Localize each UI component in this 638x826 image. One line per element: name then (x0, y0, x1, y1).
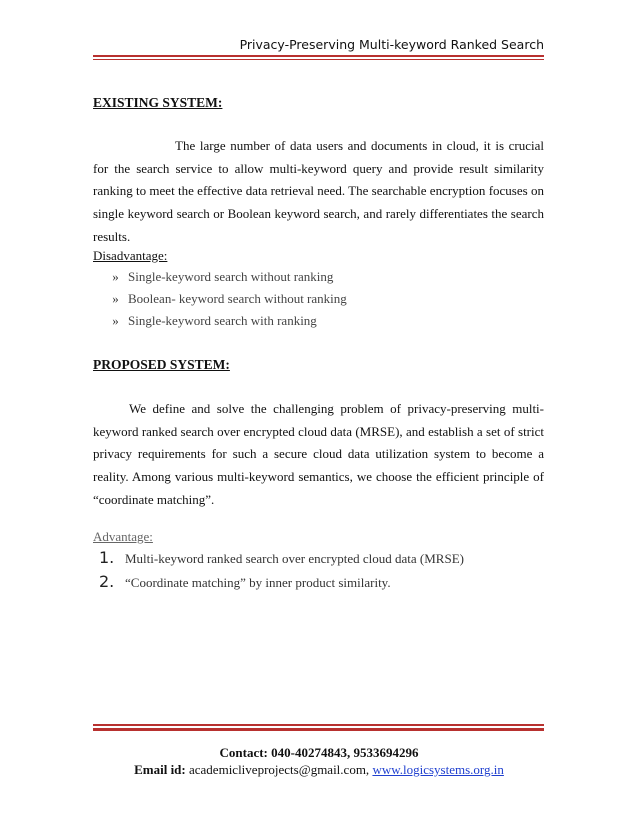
website-link[interactable]: www.logicsystems.org.in (372, 762, 504, 777)
list-item-text: Single-keyword search with ranking (128, 313, 317, 328)
list-item-text: Multi-keyword ranked search over encrypted cloud data (MRSE) (125, 551, 464, 566)
list-number: 1. (99, 548, 115, 567)
list-item (93, 310, 347, 332)
list-item-text: “Coordinate matching” by inner product similarity. (125, 575, 391, 590)
proposed-system-heading: PROPOSED SYSTEM: (93, 357, 230, 372)
footer-contact: Contact: 040-40274843, 9533694296 (219, 745, 419, 760)
footer-email-line (0, 762, 638, 778)
list-item (93, 546, 464, 570)
header-rule-thin (93, 59, 544, 60)
list-item (93, 288, 347, 310)
page-header-title: Privacy-Preserving Multi-keyword Ranked Search (239, 37, 544, 52)
footer-rule-thick (93, 728, 544, 731)
bullet-icon: » (112, 269, 119, 284)
advantage-list (93, 546, 464, 594)
bullet-icon: » (112, 313, 119, 328)
existing-system-paragraph: The large number of data users and documents in cloud, it is crucial for the search service to allow multi-keyword query and provide result similarity ranking to meet the effective data retrieval need. The searchable encryption focuses on single keyword search or Boolean keyword search, and rarely differentiates the search results. (93, 138, 544, 244)
list-item-text: Boolean- keyword search without ranking (128, 291, 347, 306)
bullet-icon: » (112, 291, 119, 306)
proposed-system-paragraph: We define and solve the challenging problem of privacy-preserving multi-keyword ranked search over encrypted cloud data (MRSE), and establish a set of strict privacy requirements for such a secure cloud data utilization system to become a reality. Among various multi-keyword semantics, we choose the efficient principle of “coordinate matching”. (93, 401, 544, 507)
list-item (93, 266, 347, 288)
existing-system-heading: EXISTING SYSTEM: (93, 95, 223, 110)
footer-rule-thin (93, 724, 544, 726)
list-item-text: Single-keyword search without ranking (128, 269, 334, 284)
email-address: academicliveprojects@gmail.com, (189, 762, 370, 777)
disadvantage-label: Disadvantage: (93, 248, 168, 263)
disadvantage-list (93, 266, 347, 332)
list-number: 2. (99, 572, 115, 591)
header-rule-thick (93, 55, 544, 57)
email-label: Email id: (134, 762, 186, 777)
advantage-label: Advantage: (93, 529, 153, 544)
list-item (93, 570, 464, 594)
